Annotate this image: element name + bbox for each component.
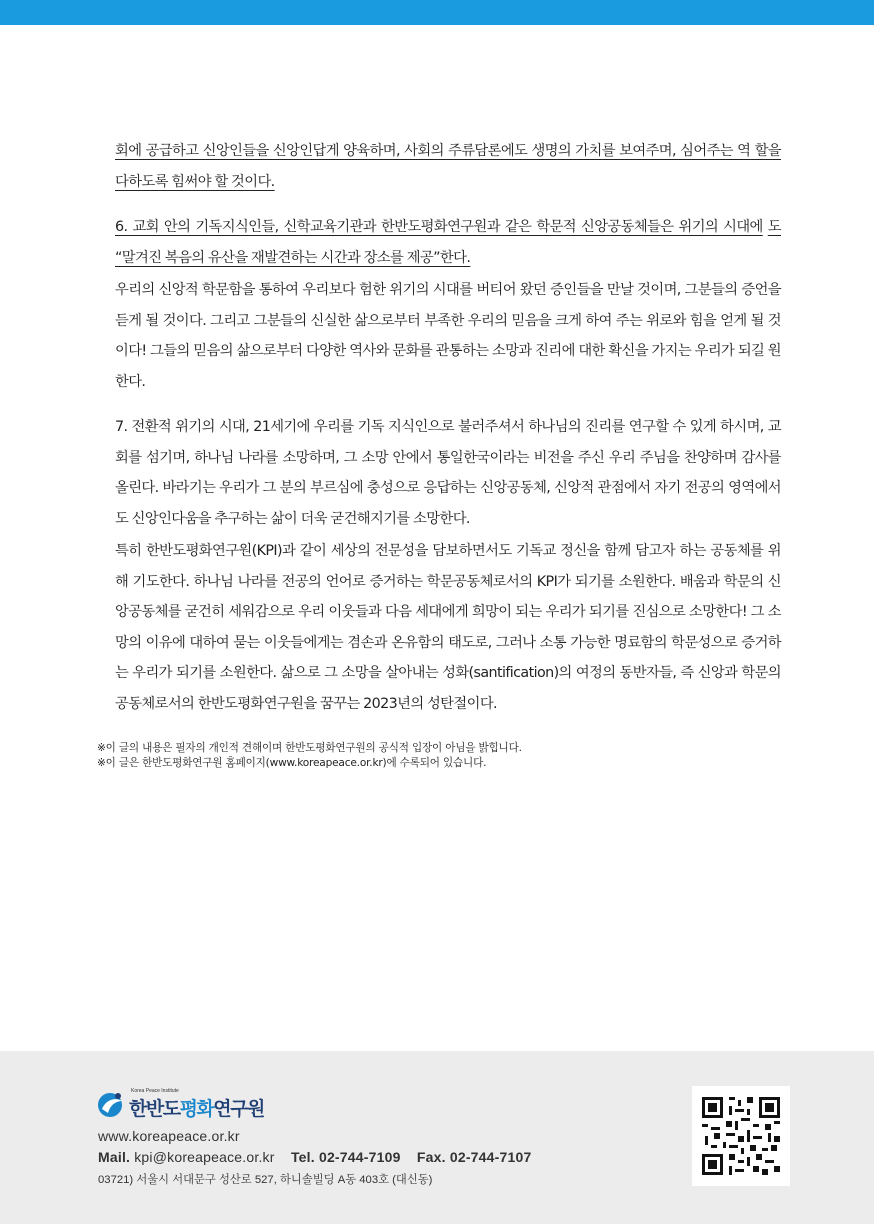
disclaimer-notes (97, 741, 797, 771)
kpi-logo-icon (96, 1087, 128, 1123)
footer (0, 1051, 874, 1224)
logo-english-text: Korea Peace Institute (131, 1088, 179, 1094)
disclaimer-note: ※이 글의 내용은 필자의 개인적 견해이며 한반도평화연구원의 공식적 입장이 아님을 밝힙니다. (97, 742, 522, 754)
address: 03721) 서울시 서대문구 성산로 527, 하니솔빌딩 A동 403호 (대신동) (98, 1174, 433, 1186)
top-accent-bar (0, 0, 874, 25)
fax-number: 02-744-7107 (449, 1149, 532, 1165)
mail-link[interactable]: kpi@koreapeace.or.kr (134, 1149, 275, 1165)
qr-code-icon (702, 1097, 780, 1175)
tel-number: 02-744-7109 (318, 1149, 401, 1165)
paragraph-line: 할을 다하도록 힘써야 할 것이다. (115, 143, 781, 190)
mail-label: Mail. (98, 1149, 131, 1165)
logo-korean-text (129, 1094, 264, 1121)
qr-code[interactable] (692, 1086, 790, 1186)
website-link[interactable]: www.koreapeace.or.kr (98, 1128, 240, 1144)
paragraph-kpi: 특히 한반도평화연구원(KPI)과 같이 세상의 전문성을 담보하면서도 기독교 정신을 함께 담고자 하는 공동체를 위해 기도한다. 하나님 나라를 전공의 언어로 증거하는 학문공동체로서의 KPI가 되기를 소원한다. 배움과 학문의 신앙공동체를 굳건히 세워감으로 우리 이웃들과 다음 세대에게 희망이 되는 우리가 되기를 진심으로 소망한다! 그 소망의 이유에 대하여 묻는 이웃들에게는 겸손과 온유함의 태도로, 그러나 소통 가능한 명료함의 학문성으로 증거하는 우리가 되기를 소원한다. 삶으로 그 소망을 살아내는 성화(santification)의 여정의 동반자들, 즉 신앙과 학문의 공동체로서의 한반도평화연구원을 꿈꾸는 2023년의 성탄절이다. (115, 543, 781, 712)
fax-label: Fax. (416, 1149, 446, 1165)
contact-line (98, 1149, 531, 1165)
paragraph-line: 도 “말겨진 복음의 유산을 재발견하는 시간과 장소를 제공”한다. (115, 219, 781, 266)
repository-note: ※이 글은 한반도평화연구원 홈페이지(www.koreapeace.or.kr)에 수록되어 있습니다. (97, 757, 487, 769)
kpi-logo[interactable] (96, 1087, 296, 1123)
tel-label: Tel. (290, 1149, 315, 1165)
logo-korean-highlight: 평화 (179, 1099, 214, 1120)
logo-korean-part: 한반도 (129, 1099, 180, 1120)
logo-korean-part: 연구원 (213, 1099, 264, 1120)
paragraph-continuation (115, 136, 781, 197)
article-body (115, 136, 781, 719)
paragraph-witnesses: 우리의 신앙적 학문함을 통하여 우리보다 험한 위기의 시대를 버티어 왔던 증인들을 만날 것이며, 그분들의 증언을 듣게 될 것이다. 그리고 그분들의 신실한 삶으로부터 부족한 우리의 믿음을 크게 하여 주는 위로와 힘을 얻게 될 것이다! 그들의 믿음의 삶으로부터 다양한 역사와 문화를 관통하는 소망과 진리에 대한 확신을 가지는 우리가 되길 원한다. (115, 282, 781, 390)
paragraph-point-6 (115, 212, 781, 273)
paragraph-line: 6. 교회 안의 기독지식인들, 신학교육기관과 한반도평화연구원과 같은 학문적 신앙공동체들은 위기의 시대에 (115, 219, 763, 235)
paragraph-point-7: 7. 전환적 위기의 시대, 21세기에 우리를 기독 지식인으로 불러주셔서 하나님의 진리를 연구할 수 있게 하시며, 교회를 섬기며, 하나님 나라를 소망하며, 그 소망 안에서 통일한국이라는 비전을 주신 우리 주님을 찬양하며 감사를 올린다. 바라기는 우리가 그 분의 부르심에 충성으로 응답하는 신앙공동체, 신앙적 관점에서 자기 전공의 영역에서도 신앙인다움을 추구하는 삶이 더욱 굳건해지기를 소망한다. (115, 419, 781, 527)
paragraph-line: 회에 공급하고 신앙인들을 신앙인답게 양육하며, 사회의 주류담론에도 생명의 가치를 보여주며, 심어주는 역 (115, 143, 751, 159)
